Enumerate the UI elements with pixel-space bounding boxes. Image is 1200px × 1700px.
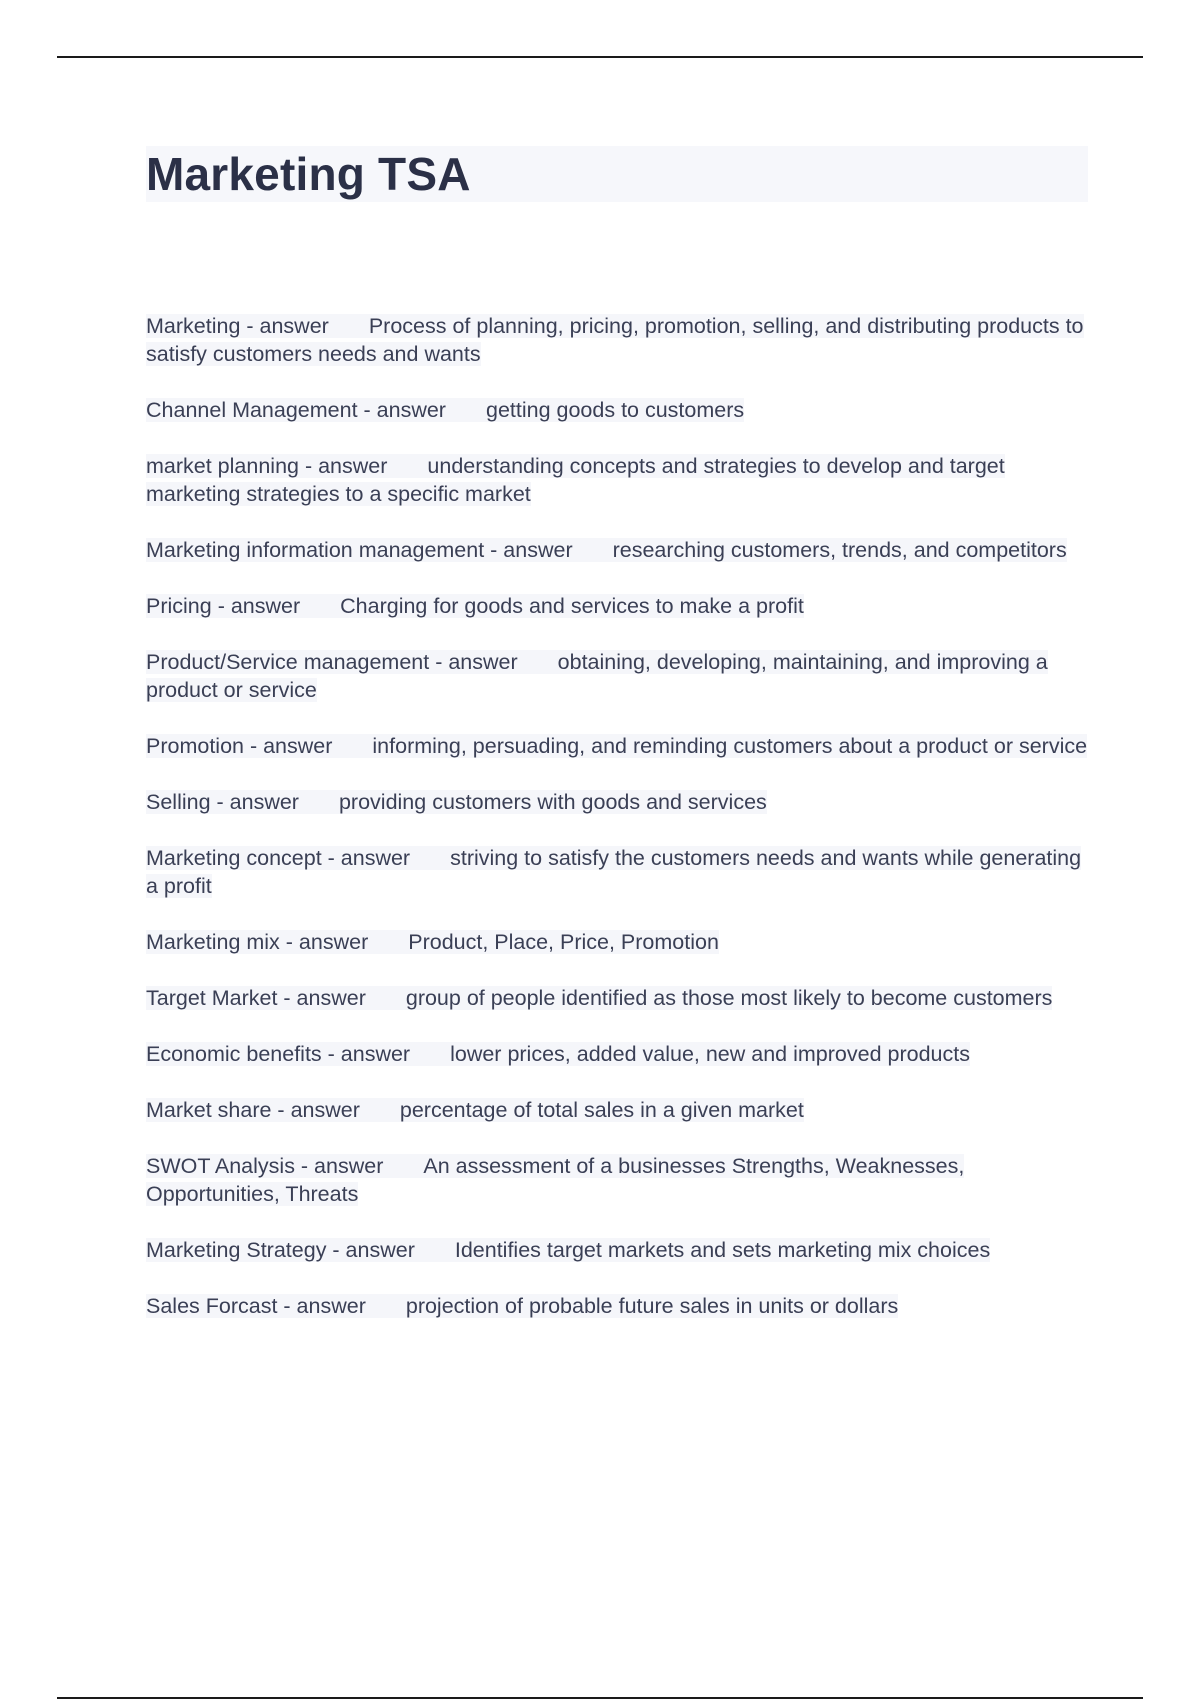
qa-item [146, 1292, 1096, 1320]
qa-line [146, 1098, 804, 1122]
qa-item [146, 1152, 1096, 1208]
qa-term: Selling - answer [146, 790, 299, 814]
qa-line [146, 846, 1081, 898]
qa-term: SWOT Analysis - answer [146, 1154, 384, 1178]
qa-line [146, 1042, 970, 1066]
qa-line [146, 594, 804, 618]
qa-item [146, 732, 1096, 760]
qa-term: Marketing mix - answer [146, 930, 369, 954]
qa-line [146, 734, 1087, 758]
qa-definition: An assessment of a businesses Strengths, Weaknesses, Opportunities, Threats [146, 1154, 965, 1206]
qa-definition: understanding concepts and strategies to develop and target marketing strategies to a specific market [146, 454, 1005, 506]
qa-term: Promotion - answer [146, 734, 333, 758]
qa-line [146, 454, 1005, 506]
qa-line [146, 398, 744, 422]
qa-term: Sales Forcast - answer [146, 1294, 366, 1318]
qa-definition: percentage of total sales in a given market [399, 1098, 804, 1122]
qa-definition: getting goods to customers [485, 398, 745, 422]
qa-item [146, 592, 1096, 620]
qa-definition: Product, Place, Price, Promotion [408, 930, 719, 954]
qa-term: Product/Service management - answer [146, 650, 518, 674]
qa-item [146, 312, 1096, 368]
qa-definition: researching customers, trends, and competitors [612, 538, 1067, 562]
qa-item [146, 452, 1096, 508]
qa-list [146, 312, 1096, 1348]
qa-term: Marketing concept - answer [146, 846, 411, 870]
qa-item [146, 928, 1096, 956]
qa-item [146, 788, 1096, 816]
qa-definition: group of people identified as those most likely to become customers [405, 986, 1053, 1010]
qa-item [146, 1236, 1096, 1264]
qa-definition: providing customers with goods and services [338, 790, 767, 814]
qa-definition: Identifies target markets and sets marketing mix choices [454, 1238, 991, 1262]
qa-definition: Process of planning, pricing, promotion, selling, and distributing products to satisfy customers needs and wants [146, 314, 1084, 366]
qa-term: Pricing - answer [146, 594, 301, 618]
qa-item [146, 984, 1096, 1012]
qa-line [146, 314, 1084, 366]
qa-line [146, 650, 1048, 702]
qa-term: Channel Management - answer [146, 398, 446, 422]
qa-item [146, 648, 1096, 704]
qa-definition: projection of probable future sales in units or dollars [405, 1294, 899, 1318]
qa-definition: Charging for goods and services to make a profit [340, 594, 804, 618]
qa-line [146, 1238, 990, 1262]
qa-definition: informing, persuading, and reminding customers about a product or service [372, 734, 1088, 758]
qa-term: Marketing - answer [146, 314, 329, 338]
bottom-rule [57, 1697, 1143, 1699]
title-block [146, 146, 1088, 202]
qa-definition: striving to satisfy the customers needs and wants while generating a profit [146, 846, 1082, 898]
qa-item [146, 1040, 1096, 1068]
qa-line [146, 538, 1067, 562]
qa-line [146, 930, 719, 954]
qa-definition: lower prices, added value, new and improved products [450, 1042, 970, 1066]
qa-line [146, 1294, 898, 1318]
top-rule [57, 56, 1143, 58]
qa-item [146, 1096, 1096, 1124]
qa-term: Target Market - answer [146, 986, 366, 1010]
qa-term: Market share - answer [146, 1098, 360, 1122]
qa-term: Economic benefits - answer [146, 1042, 411, 1066]
qa-definition: obtaining, developing, maintaining, and improving a product or service [146, 650, 1048, 702]
qa-line [146, 1154, 964, 1206]
qa-term: Marketing information management - answer [146, 538, 573, 562]
qa-term: Marketing Strategy - answer [146, 1238, 415, 1262]
qa-item [146, 396, 1096, 424]
qa-line [146, 790, 767, 814]
page-title: Marketing TSA [146, 148, 471, 200]
qa-item [146, 536, 1096, 564]
qa-item [146, 844, 1096, 900]
qa-term: market planning - answer [146, 454, 388, 478]
qa-line [146, 986, 1052, 1010]
